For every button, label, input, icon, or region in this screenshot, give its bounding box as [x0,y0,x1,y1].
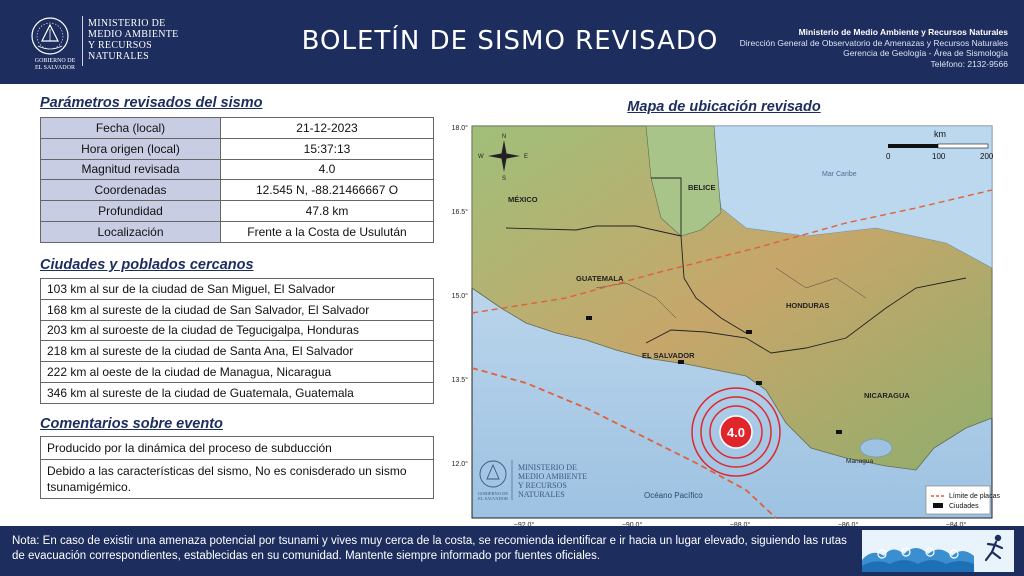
label-belize: BELICE [688,183,716,192]
lat-tick: 18.0° [451,125,468,132]
cities-section-title: Ciudades y poblados cercanos [40,257,254,273]
legend-plate-label: Límite de placas [949,493,1000,500]
dept-line-1: Ministerio de Medio Ambiente y Recursos Naturales [798,27,1008,37]
city-marker [586,316,592,320]
params-row [41,201,434,222]
ministry-logo [30,14,190,70]
param-value: 47.8 km [221,201,434,222]
lat-tick: 13.5° [451,377,468,384]
param-label: Coordenadas [41,180,221,201]
param-value: 4.0 [221,159,434,180]
params-row [41,138,434,159]
watermark-line-4: NATURALES [518,490,565,499]
watermark-gov-1: GOBIERNO DE [477,491,509,496]
magnitude-label: 4.0 [726,425,746,440]
header-bar [0,0,1024,84]
location-map [446,118,1006,529]
param-value: 15:37:13 [221,138,434,159]
comments-box [40,436,434,499]
compass-e: E [524,154,529,160]
watermark-line-1: MINISTERIO DE [518,463,577,472]
dept-line-4: Teléfono: 2132-9566 [930,58,1008,69]
city-row [41,279,434,300]
label-ocean: Océano Pacífico [644,491,703,500]
label-mexico: MÉXICO [508,195,538,204]
label-el-salvador: EL SALVADOR [642,351,695,360]
ministry-line-1: MINISTERIO DE [88,18,166,29]
city-row [41,320,434,341]
tsunami-evacuation-badge [862,530,1014,572]
map-svg [446,118,1006,529]
city-distance: 218 km al sureste de la ciudad de Santa Ana, El Salvador [41,341,434,362]
gov-line-2: EL SALVADOR [35,65,75,71]
lat-tick: 15.0° [451,293,468,300]
param-label: Localización [41,221,221,242]
city-marker [836,430,842,434]
lake-nicaragua [860,439,892,457]
city-marker [746,330,752,334]
scale-unit: km [934,129,946,139]
ministry-line-4: NATURALES [88,51,150,62]
comments-section-title: Comentarios sobre evento [40,416,223,432]
city-distance: 168 km al sureste de la ciudad de San Salvador, El Salvador [41,299,434,320]
city-distance: 222 km al oeste de la ciudad de Managua, Nicaragua [41,362,434,383]
label-nicaragua: NICARAGUA [864,391,910,400]
param-label: Magnitud revisada [41,159,221,180]
logo-divider [82,16,83,66]
gov-label [30,58,80,72]
label-honduras: HONDURAS [786,301,830,310]
watermark-line-3: Y RECURSOS [518,481,567,490]
ministry-line-3: Y RECURSOS [88,40,153,51]
param-value: 12.545 N, -88.21466667 O [221,180,434,201]
city-marker [678,360,684,364]
lat-tick: 16.5° [451,209,468,216]
param-label: Hora origen (local) [41,138,221,159]
params-row [41,221,434,242]
comment-item: Producido por la dinámica del proceso de subducción [40,436,434,460]
scale-tick-200: 200 [980,152,994,161]
national-seal-icon [30,16,70,56]
compass-n: N [501,134,507,140]
tsunami-wave-icon [862,530,1014,572]
comment-item: Debido a las características del sismo, No es conisderado un sismo tsunamigémico. [40,460,434,499]
params-row [41,180,434,201]
params-row [41,118,434,139]
left-panel [28,91,444,513]
label-guatemala: GUATEMALA [576,274,624,283]
dept-line-2: Dirección General de Observatorio de Amenazas y Recursos Naturales [739,37,1008,48]
page-title: BOLETÍN DE SISMO REVISADO [301,26,719,56]
city-row [41,362,434,383]
gov-line-1: GOBIERNO DE [34,58,76,64]
params-row [41,159,434,180]
department-info [740,27,1008,69]
map-section-title: Mapa de ubicación revisado [627,99,821,115]
legend-city-label: Ciudades [949,503,979,510]
city-marker [756,381,762,385]
lat-tick: 12.0° [451,461,468,468]
param-value: 21-12-2023 [221,118,434,139]
label-managua: Managua [846,458,874,465]
city-row [41,341,434,362]
params-section-title: Parámetros revisados del sismo [40,95,263,111]
tsunami-note: Nota: En caso de existir una amenaza potencial por tsunami y vives muy cerca de la costa, se recomienda identificar e ir hacia un lugar elevado, siguiendo las rutas de evacuación correspondientes, establecidas en su comunidad. Mantente siempre informado por fuentes oficiales. [12,535,847,562]
compass-w: W [478,154,484,160]
watermark-line-2: MEDIO AMBIENTE [518,472,588,481]
dept-line-3: Gerencia de Geología - Área de Sismología [843,48,1008,58]
compass-s: S [501,176,507,182]
running-person-icon [986,535,1002,560]
city-row [41,299,434,320]
param-label: Fecha (local) [41,118,221,139]
city-distance: 346 km al sureste de la ciudad de Guatemala, Guatemala [41,382,434,403]
ministry-name [88,18,179,62]
params-table [40,117,434,243]
param-label: Profundidad [41,201,221,222]
scale-tick-100: 100 [932,152,946,161]
ministry-line-2: MEDIO AMBIENTE [88,29,179,40]
param-value: Frente a la Costa de Usulután [221,221,434,242]
watermark-gov-2: EL SALVADOR [478,496,508,501]
map-legend [926,486,1000,514]
footer-bar [0,526,1024,576]
city-row [41,382,434,403]
cities-table [40,278,434,404]
city-distance: 203 km al suroeste de la ciudad de Tegucigalpa, Honduras [41,320,434,341]
label-caribbean: Mar Caribe [822,171,857,178]
city-distance: 103 km al sur de la ciudad de San Miguel, El Salvador [41,279,434,300]
scale-tick-0: 0 [886,152,891,161]
legend-city-swatch [933,503,943,508]
